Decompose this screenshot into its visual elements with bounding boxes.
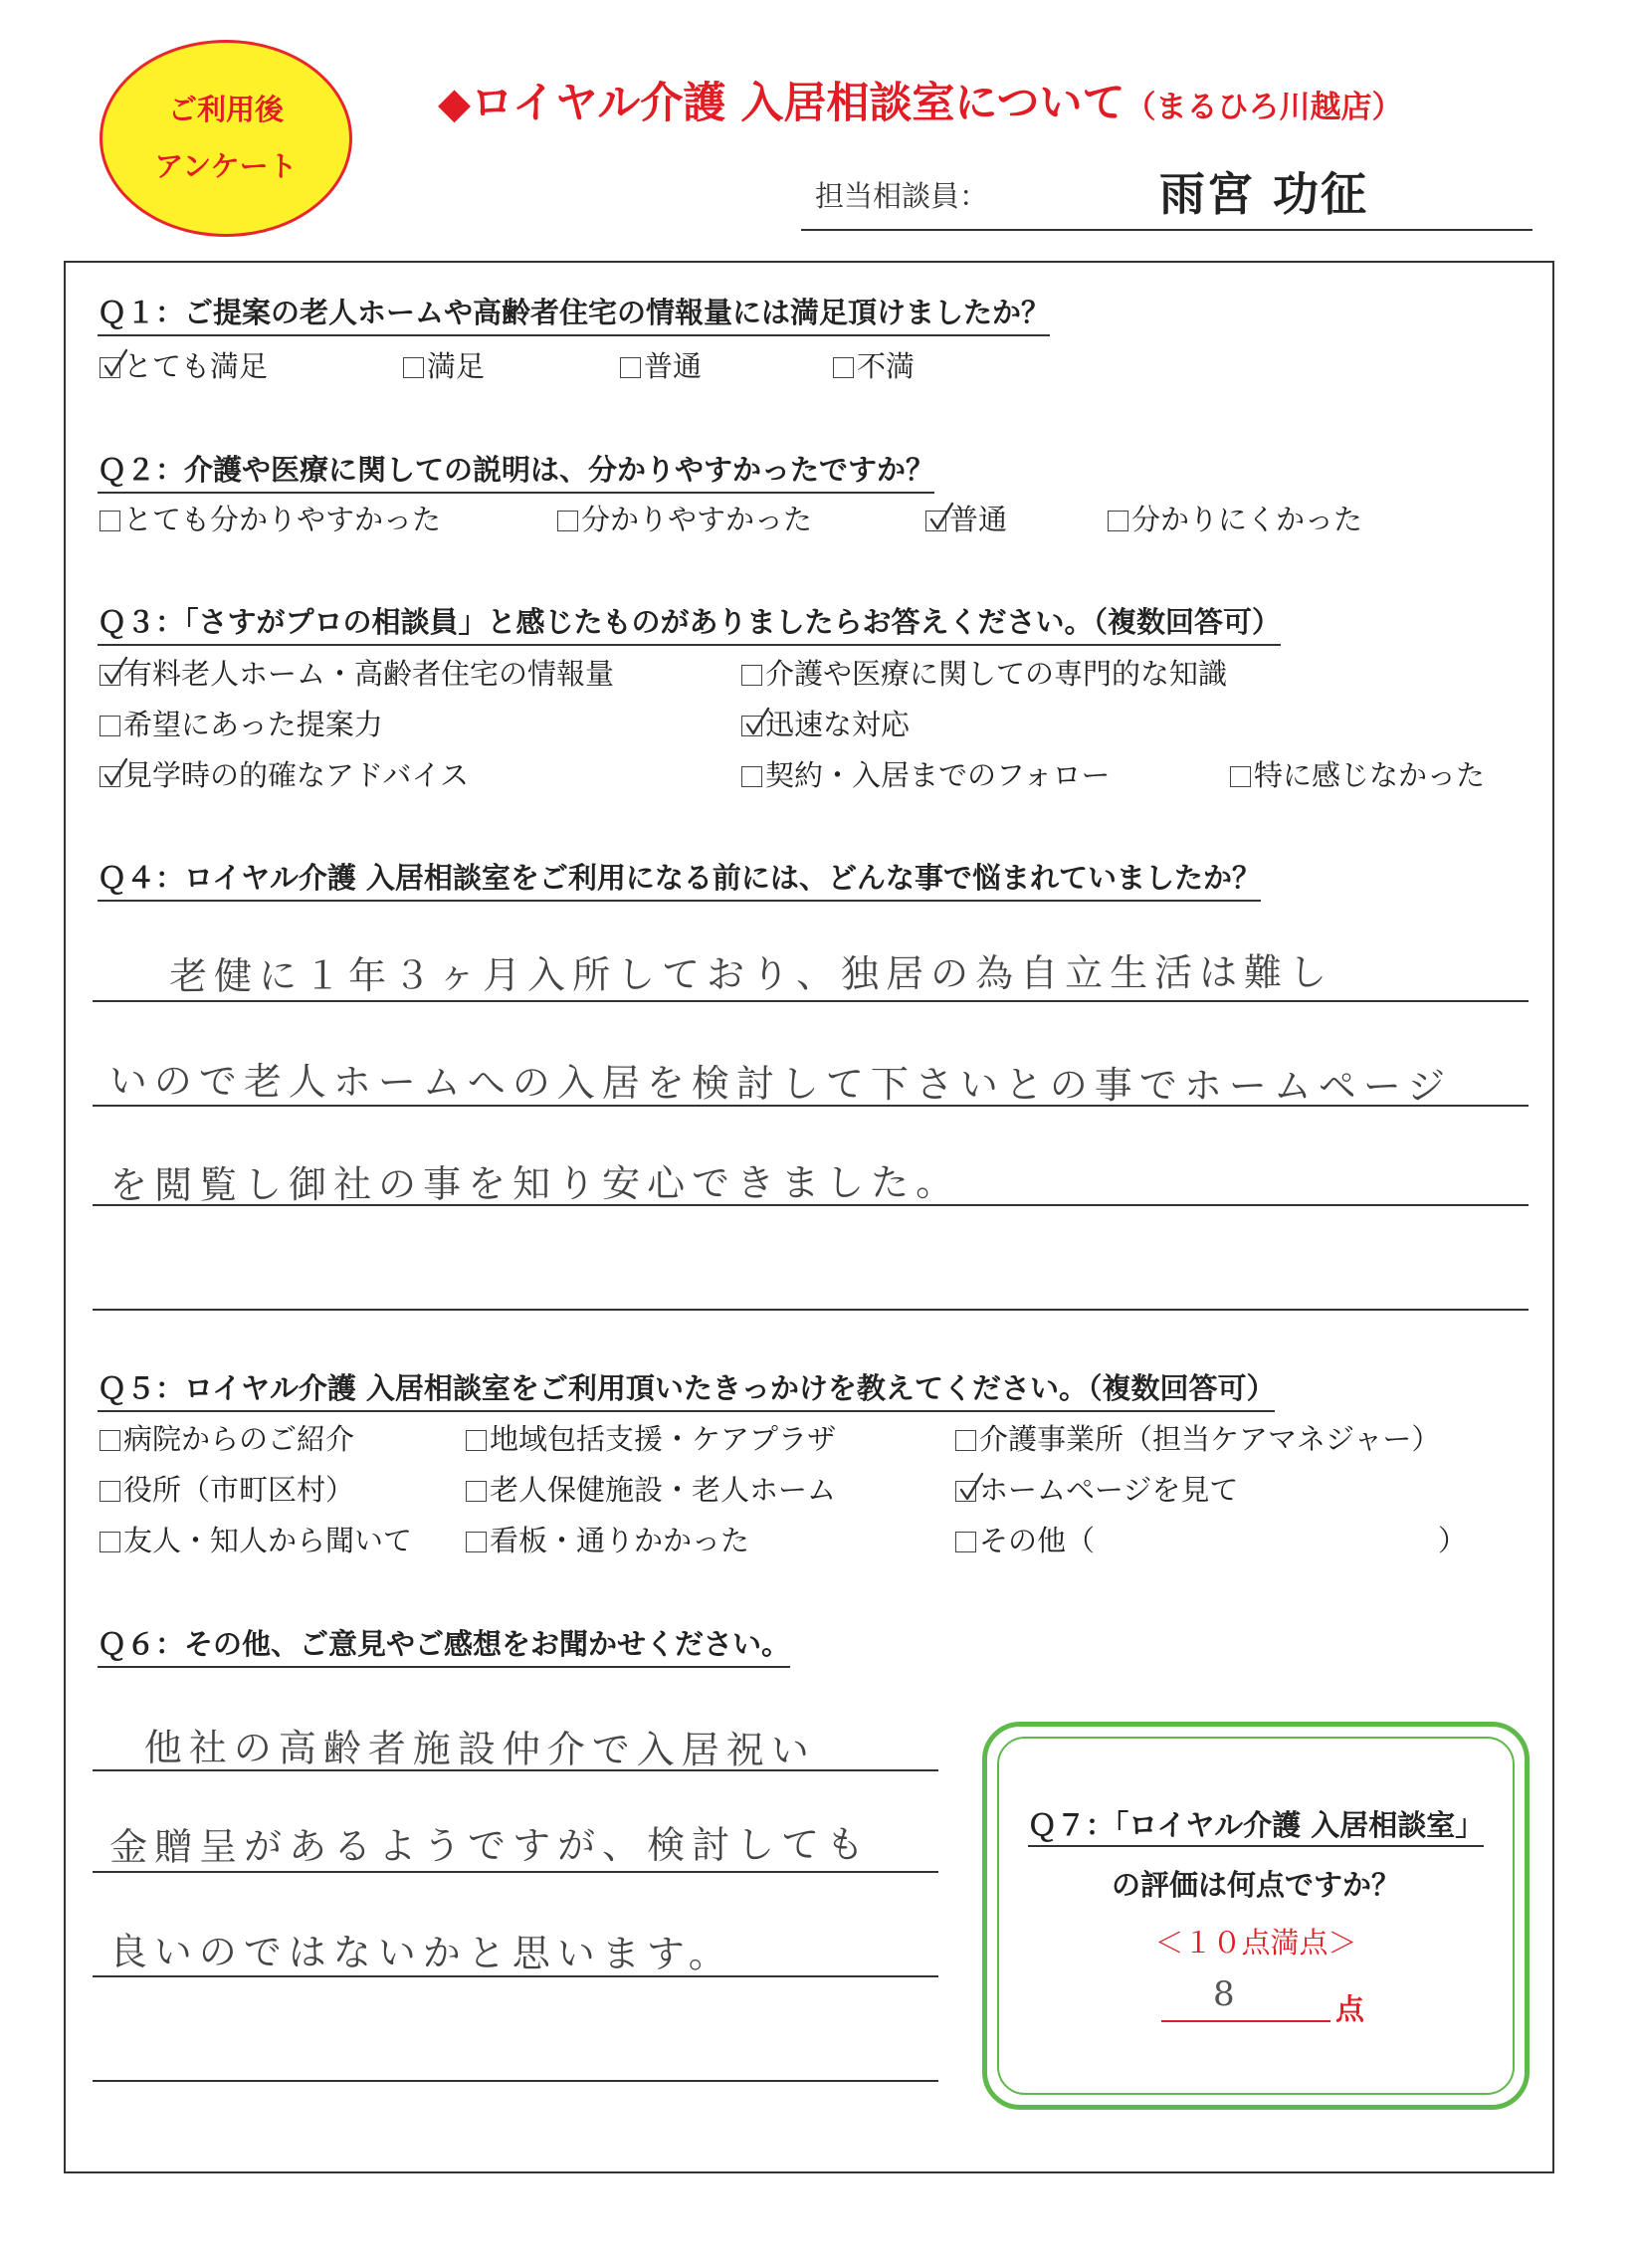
- checkmark-icon: [102, 656, 128, 686]
- option-label: その他（: [979, 1524, 1096, 1557]
- q1-option-4[interactable]: [833, 344, 915, 385]
- q2-option-2[interactable]: [557, 498, 812, 538]
- checkbox[interactable]: [833, 357, 854, 378]
- q5-question: Ｑ５：ロイヤル介護 入居相談室をご利用頂いたきっかけを教えてください。（複数回答可）: [98, 1366, 1275, 1412]
- checkbox[interactable]: [1230, 766, 1251, 787]
- option-label: 友人・知人から聞いて: [123, 1524, 413, 1557]
- checkbox[interactable]: [741, 716, 762, 736]
- checkbox[interactable]: [620, 357, 641, 378]
- page-title: [438, 70, 1402, 130]
- checkbox[interactable]: [100, 1532, 120, 1552]
- checkmark-icon: [744, 707, 770, 736]
- option-label: 普通: [644, 349, 703, 383]
- q4-answer-line-3: を閲覧し御社の事を知り安心できました。: [109, 1160, 961, 1207]
- checkbox[interactable]: [100, 716, 120, 736]
- q3-option-2[interactable]: [741, 652, 1227, 693]
- q3-option-1[interactable]: [100, 652, 614, 693]
- checkbox[interactable]: [100, 357, 120, 378]
- checkbox[interactable]: [1108, 511, 1128, 531]
- checkbox[interactable]: [741, 665, 762, 686]
- checkmark-icon: [102, 757, 128, 787]
- option-label: 役所（市町区村）: [123, 1473, 355, 1507]
- option-label: とても分かりやすかった: [123, 503, 442, 536]
- checkbox[interactable]: [955, 1532, 976, 1552]
- q7-question: [999, 1803, 1513, 1844]
- q7-inner-border: [997, 1737, 1515, 2095]
- badge-line2: アンケート: [154, 149, 298, 183]
- q4-answer-line-1: 老健に１年３ヶ月入所しており、独居の為自立生活は難し: [169, 949, 1334, 998]
- survey-badge: [100, 40, 352, 237]
- q3-option-3[interactable]: [100, 703, 383, 743]
- option-label: 不満: [857, 349, 916, 383]
- title-main: ◆ロイヤル介護 入居相談室について: [438, 79, 1125, 128]
- option-label: 見学時の的確なアドバイス: [123, 758, 470, 792]
- option-label: 特に感じなかった: [1254, 758, 1486, 792]
- badge-line1: ご利用後: [167, 93, 284, 127]
- answer-line: [93, 1975, 938, 1977]
- option-label: 介護事業所（担当ケアマネジャー）: [979, 1422, 1441, 1456]
- q7-max-score: ＜１０点満点＞: [1154, 1926, 1357, 1959]
- q5-other-close: ）: [1438, 1524, 1468, 1557]
- option-label: 老人保健施設・老人ホーム: [490, 1473, 837, 1507]
- answer-line: [93, 1105, 1529, 1107]
- checkbox[interactable]: [741, 766, 762, 787]
- answer-line: [93, 1204, 1529, 1206]
- checkmark-icon: [102, 348, 128, 378]
- staff-label: 担当相談員：: [815, 179, 989, 213]
- q1-option-2[interactable]: [403, 344, 485, 385]
- checkbox[interactable]: [100, 665, 120, 686]
- checkbox[interactable]: [100, 511, 120, 531]
- q5-option-2[interactable]: [466, 1417, 836, 1458]
- q1-option-1[interactable]: [100, 344, 268, 385]
- q3-option-5[interactable]: [100, 753, 469, 794]
- option-label: 病院からのご紹介: [123, 1422, 355, 1456]
- q7-question-text: Ｑ７：「ロイヤル介護 入居相談室」: [1028, 1808, 1484, 1847]
- q5-option-1[interactable]: [100, 1417, 354, 1458]
- q7-score-unit: 点: [1335, 1992, 1365, 2026]
- checkbox[interactable]: [403, 357, 424, 378]
- option-label: 迅速な対応: [765, 708, 911, 741]
- checkbox[interactable]: [557, 511, 578, 531]
- q5-option-3[interactable]: [955, 1417, 1440, 1458]
- staff-field: [801, 154, 1533, 231]
- checkmark-icon: [958, 1472, 984, 1502]
- q5-option-4[interactable]: [100, 1468, 354, 1509]
- q5-option-6[interactable]: [955, 1468, 1238, 1509]
- answer-line: [93, 1769, 938, 1771]
- q6-answer-line-3: 良いのではないかと思います。: [108, 1929, 733, 1976]
- checkbox[interactable]: [466, 1532, 487, 1552]
- option-label: 有料老人ホーム・高齢者住宅の情報量: [123, 657, 615, 691]
- answer-line: [93, 1000, 1529, 1002]
- q3-option-4[interactable]: [741, 703, 910, 743]
- option-label: 介護や医療に関しての専門的な知識: [765, 657, 1228, 691]
- answer-line: [93, 2080, 938, 2082]
- q4-question: Ｑ４：ロイヤル介護 入居相談室をご利用になる前には、どんな事で悩まれていましたか？: [98, 856, 1261, 902]
- q2-question: Ｑ２：介護や医療に関しての説明は、分かりやすかったですか？: [98, 448, 934, 494]
- q5-option-7[interactable]: [100, 1519, 412, 1559]
- option-label: とても満足: [123, 349, 269, 383]
- q1-option-3[interactable]: [620, 344, 702, 385]
- checkbox[interactable]: [100, 1481, 120, 1502]
- option-label: 満足: [427, 349, 486, 383]
- option-label: 分かりやすかった: [581, 503, 813, 536]
- option-label: 分かりにくかった: [1131, 503, 1363, 536]
- q5-option-9[interactable]: [955, 1519, 1095, 1559]
- answer-line: [93, 1309, 1529, 1311]
- q6-question: Ｑ６：その他、ご意見やご感想をお聞かせください。: [98, 1622, 790, 1668]
- checkbox[interactable]: [955, 1481, 976, 1502]
- answer-line: [93, 1871, 938, 1873]
- checkmark-icon: [928, 502, 954, 531]
- staff-name: 雨宮 功征: [1159, 167, 1369, 221]
- q6-answer-line-1: 他社の高齢者施設仲介で入居祝い: [143, 1725, 816, 1772]
- checkbox[interactable]: [925, 511, 946, 531]
- q2-option-4[interactable]: [1108, 498, 1362, 538]
- q4-answer-line-2: いので老人ホームへの入居を検討して下さいとの事でホームページ: [108, 1058, 1453, 1109]
- option-label: 地域包括支援・ケアプラザ: [490, 1422, 837, 1456]
- checkbox[interactable]: [466, 1481, 487, 1502]
- q7-score-value[interactable]: 8: [1213, 1974, 1235, 2014]
- q5-option-5[interactable]: [466, 1468, 836, 1509]
- q2-option-1[interactable]: [100, 498, 441, 538]
- q7-score-underline: [1161, 2020, 1330, 2022]
- q7-score-box: [982, 1722, 1530, 2110]
- q3-option-6[interactable]: [741, 753, 1111, 794]
- option-label: 看板・通りかかった: [490, 1524, 750, 1557]
- checkbox[interactable]: [100, 1430, 120, 1451]
- q1-question: Ｑ１：ご提案の老人ホームや高齢者住宅の情報量には満足頂けましたか？: [98, 291, 1050, 336]
- q2-option-3[interactable]: [925, 498, 1007, 538]
- option-label: 希望にあった提案力: [123, 708, 383, 741]
- option-label: 契約・入居までのフォロー: [765, 758, 1111, 792]
- q6-answer-line-2: 金贈呈があるようですが、検討しても: [109, 1822, 872, 1869]
- q3-question: Ｑ３：「さすがプロの相談員」と感じたものがありましたらお答えください。（複数回答可）: [98, 600, 1281, 646]
- option-label: 普通: [949, 503, 1008, 536]
- title-branch: （まるひろ川越店）: [1124, 90, 1403, 125]
- q5-option-8[interactable]: [466, 1519, 749, 1559]
- checkbox[interactable]: [955, 1430, 976, 1451]
- checkbox[interactable]: [100, 766, 120, 787]
- checkbox[interactable]: [466, 1430, 487, 1451]
- q3-option-7[interactable]: [1230, 753, 1485, 794]
- q7-question-sub: の評価は何点ですか？: [1111, 1868, 1400, 1902]
- option-label: ホームページを見て: [979, 1473, 1239, 1507]
